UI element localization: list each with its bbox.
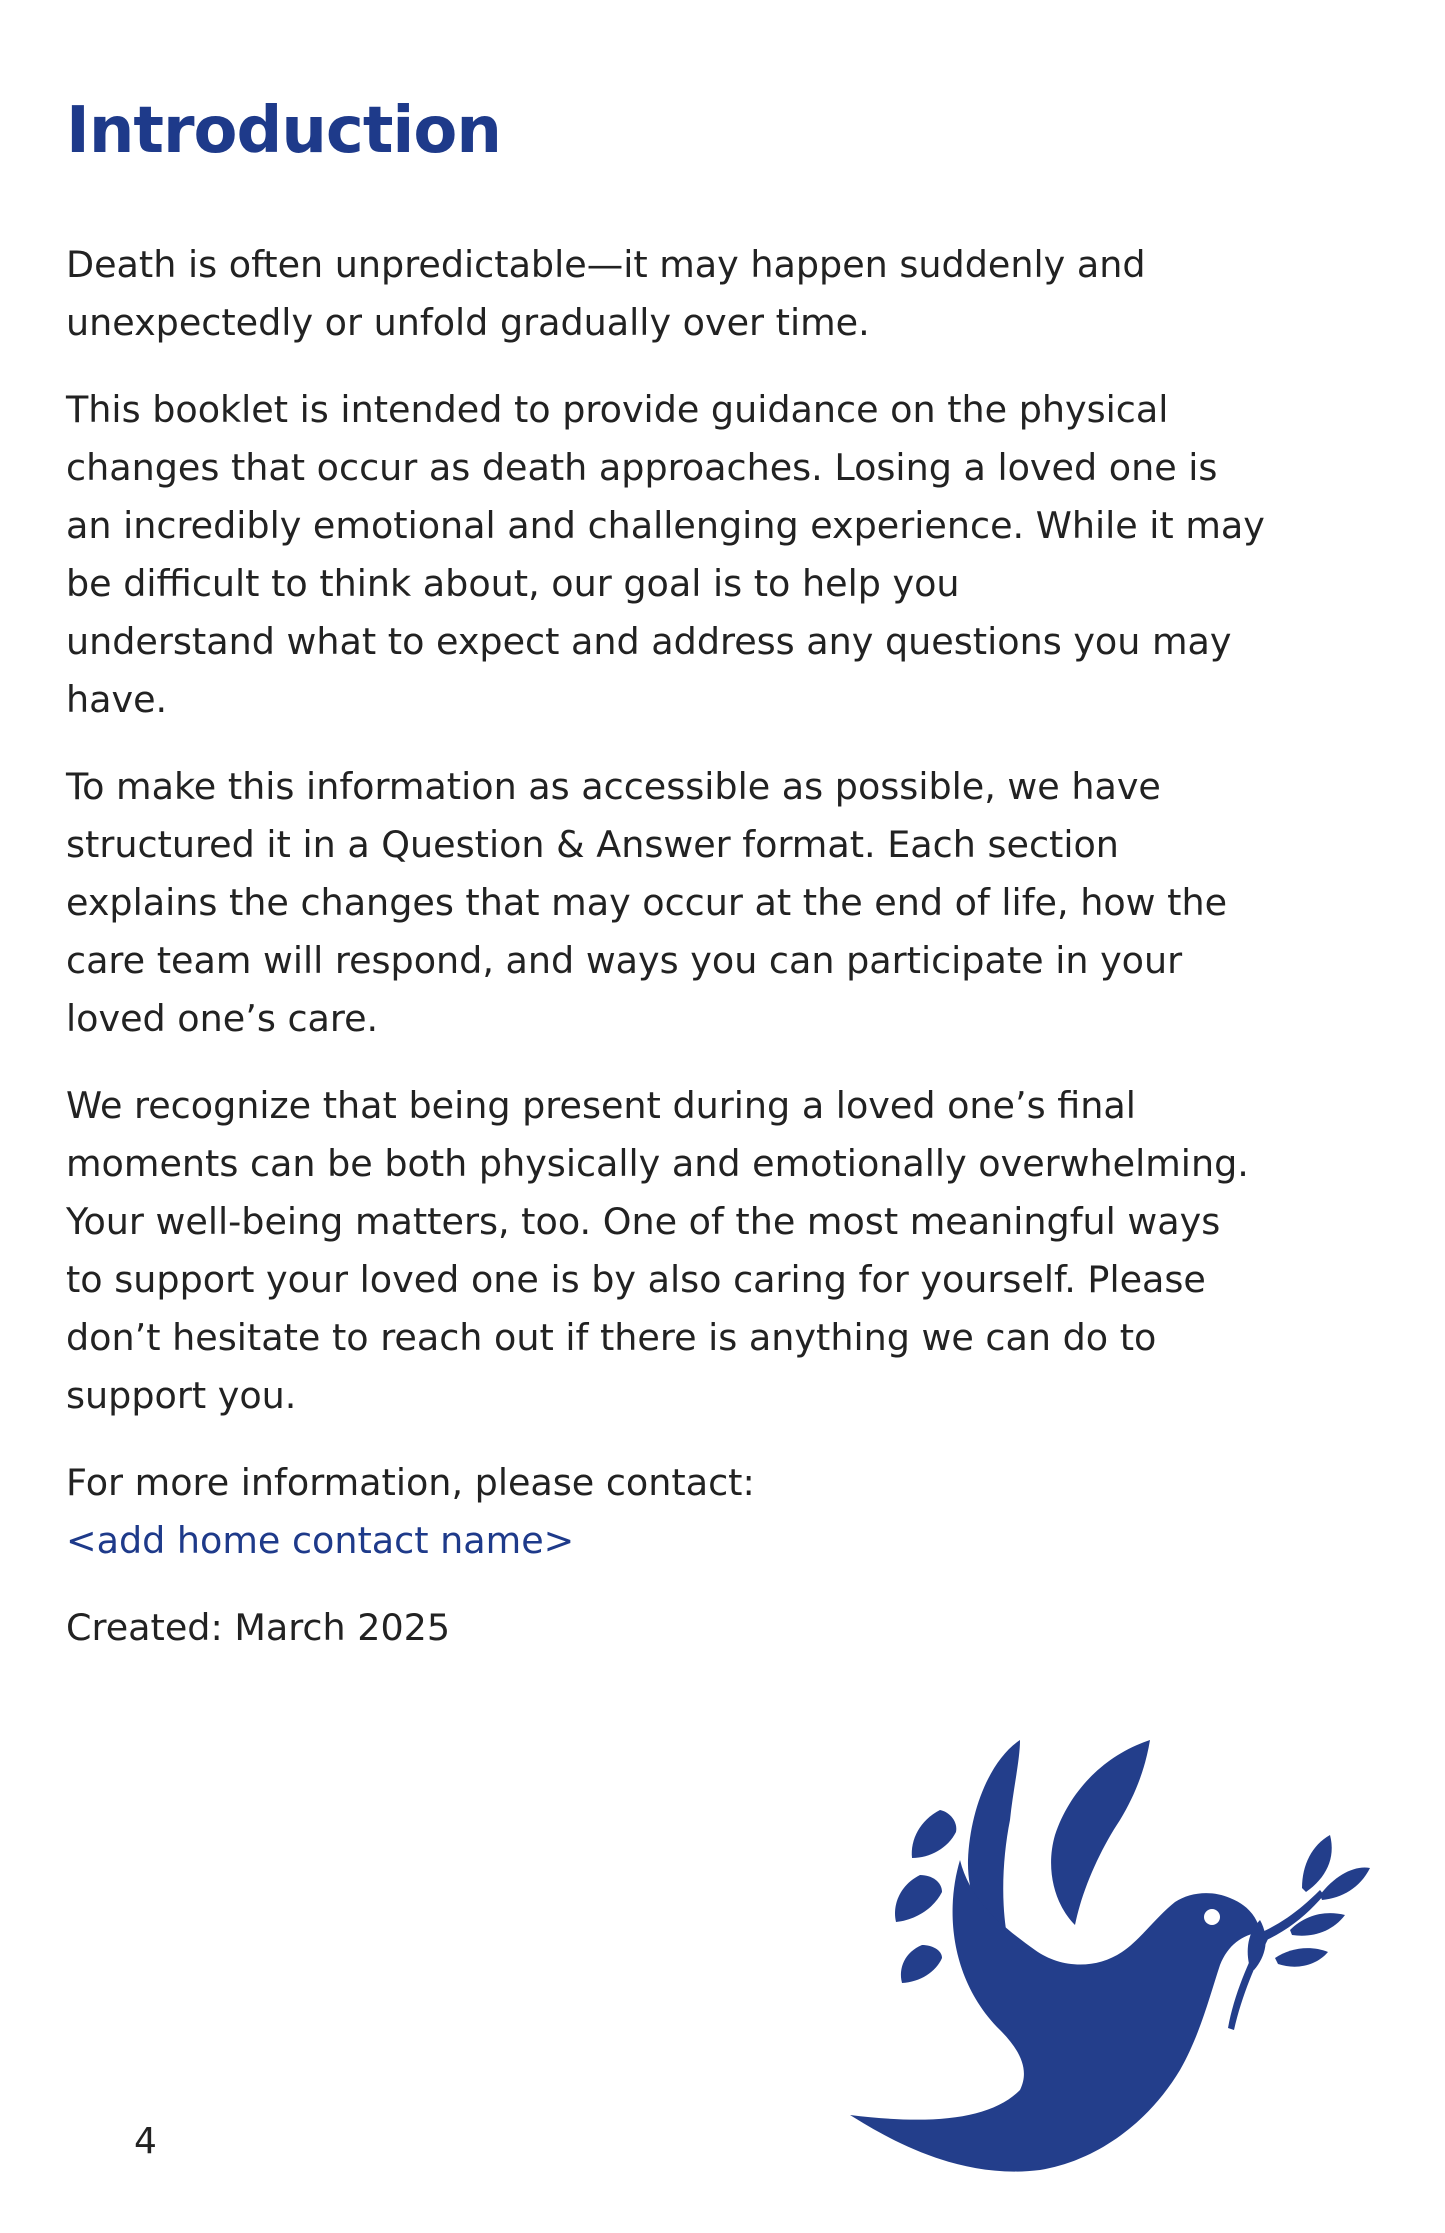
created-date xyxy=(66,1599,1396,1657)
text-line: understand what to expect and address any questions you may xyxy=(66,620,1232,663)
intro-body xyxy=(66,236,1396,1686)
page-number: 4 xyxy=(134,2121,157,2162)
dove-with-olive-branch-icon xyxy=(850,1740,1370,2180)
text-line: unexpectedly or unfold gradually over time. xyxy=(66,301,870,344)
dove-eye xyxy=(1204,1909,1220,1925)
text-line: To make this information as accessible as possible, we have xyxy=(66,765,1161,808)
text-line: don’t hesitate to reach out if there is anything we can do to xyxy=(66,1316,1157,1359)
olive-leaf-1 xyxy=(1302,1835,1332,1892)
paragraph-1 xyxy=(66,236,1396,352)
dove-front-wing xyxy=(1051,1740,1150,1925)
text-line: be difficult to think about, our goal is to help you xyxy=(66,562,960,605)
text-line: changes that occur as death approaches. Losing a loved one is xyxy=(66,446,1218,489)
dove-feather-2 xyxy=(895,1875,942,1922)
text-line: support you. xyxy=(66,1374,297,1417)
text-line: Death is often unpredictable—it may happen suddenly and xyxy=(66,243,1146,286)
text-line: have. xyxy=(66,678,168,721)
text-line: structured it in a Question & Answer format. Each section xyxy=(66,823,1119,866)
paragraph-4 xyxy=(66,1077,1396,1425)
text-line: an incredibly emotional and challenging experience. While it may xyxy=(66,504,1265,547)
text-line: care team will respond, and ways you can participate in your xyxy=(66,939,1183,982)
contact-name-link[interactable]: <add home contact name> xyxy=(66,1519,575,1562)
dove-feather-1 xyxy=(912,1810,957,1858)
dove-feather-3 xyxy=(901,1945,942,1983)
paragraph-2 xyxy=(66,381,1396,729)
text-line: loved one’s care. xyxy=(66,997,379,1040)
olive-leaf-4 xyxy=(1275,1948,1328,1967)
created-date-text: Created: March 2025 xyxy=(66,1606,451,1649)
text-line: Your well-being matters, too. One of the most meaningful ways xyxy=(66,1200,1221,1243)
contact-label: For more information, please contact: xyxy=(66,1461,755,1504)
text-line: to support your loved one is by also caring for yourself. Please xyxy=(66,1258,1206,1301)
olive-leaf-2 xyxy=(1320,1867,1370,1900)
contact-paragraph xyxy=(66,1454,1396,1570)
text-line: moments can be both physically and emotionally overwhelming. xyxy=(66,1142,1249,1185)
text-line: explains the changes that may occur at the end of life, how the xyxy=(66,881,1228,924)
text-line: We recognize that being present during a loved one’s final xyxy=(66,1084,1136,1127)
text-line: This booklet is intended to provide guidance on the physical xyxy=(66,388,1169,431)
page-title: Introduction xyxy=(66,94,501,168)
paragraph-3 xyxy=(66,758,1396,1048)
